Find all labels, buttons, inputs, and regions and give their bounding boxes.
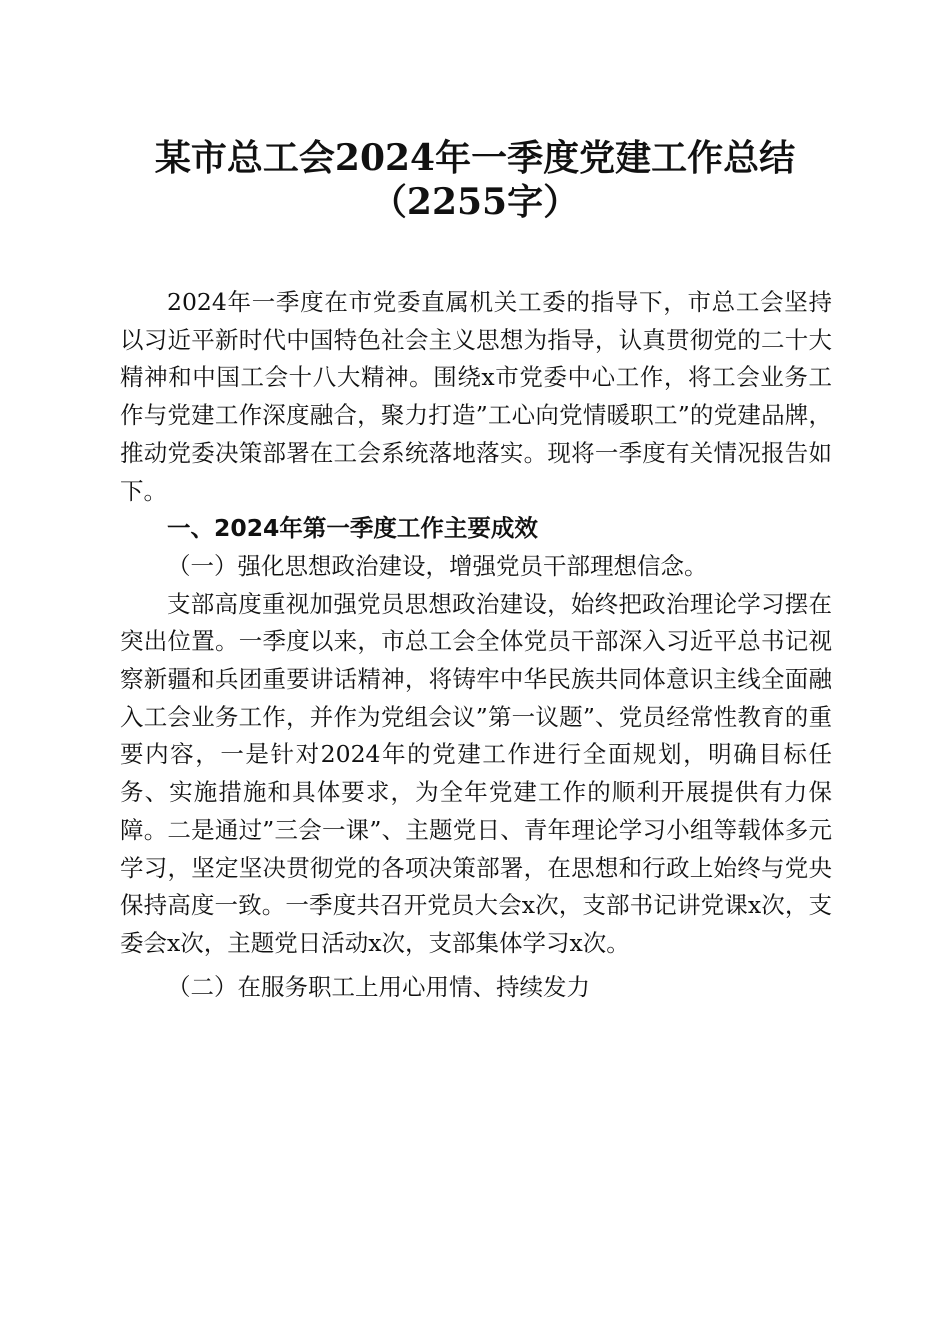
document-title: 某市总工会2024年一季度党建工作总结 <box>154 137 796 179</box>
document-body <box>120 284 832 1006</box>
section-heading: 一、2024年第一季度工作主要成效 <box>167 514 538 543</box>
subsection-heading-1: （一）强化思想政治建设，增强党员干部理想信念。 <box>167 551 708 580</box>
intro-paragraph: 2024年一季度在市党委直属机关工委的指导下，市总工会坚持以习近平新时代中国特色社会主义思想为指导，认真贯彻党的二十大精神和中国工会十八大精神。围绕x市党委中心工作，将工会业务工作与党建工作深度融合，聚力打造”工心向党情暖职工”的党建品牌，推动党委决策部署在工会系统落地落实。现将一季度有关情况报告如下。 <box>120 288 832 505</box>
subsection-paragraph-1: 支部高度重视加强党员思想政治建设，始终把政治理论学习摆在突出位置。一季度以来，市总工会全体党员干部深入习近平总书记视察新疆和兵团重要讲话精神，将铸牢中华民族共同体意识主线全面融入工会业务工作，并作为党组会议”第一议题”、党员经常性教育的重要内容，一是针对2024年的党建工作进行全面规划，明确目标任务、实施措施和具体要求，为全年党建工作的顺利开展提供有力保障。二是通过”三会一课”、主题党日、青年理论学习小组等载体多元学习，坚定坚决贯彻党的各项决策部署，在思想和行政上始终与党央保持高度一致。一季度共召开党员大会x次，支部书记讲党课x次，支委会x次，主题党日活动x次，支部集体学习x次。 <box>120 589 832 957</box>
document-word-count: （2255字） <box>370 181 580 223</box>
subsection-heading-2: （二）在服务职工上用心用情、持续发力 <box>167 972 590 1001</box>
